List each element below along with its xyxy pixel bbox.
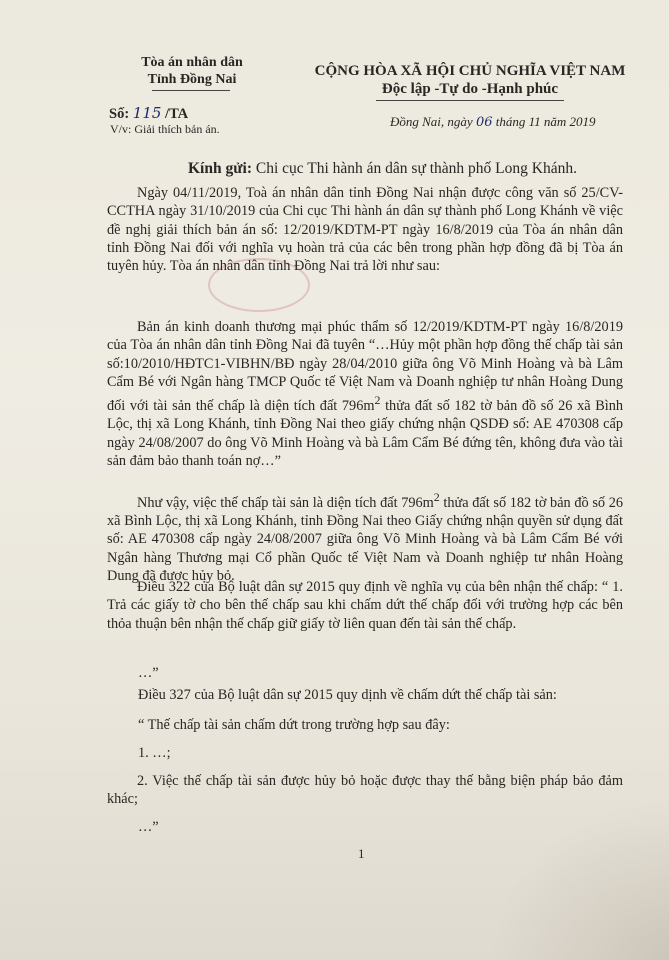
paragraph-7: 1. …;	[138, 745, 171, 761]
date-prefix: Đồng Nai, ngày	[390, 114, 476, 129]
page-number: 1	[358, 846, 365, 861]
p3-text-a: Như vậy, việc thế chấp tài sản là diện tích đất 796m	[137, 494, 434, 511]
number-handwritten: 115	[132, 104, 162, 122]
paragraph-3	[107, 488, 623, 585]
recipient-line	[188, 160, 577, 178]
number-prefix: Số:	[109, 106, 133, 122]
p2-superscript: 2	[374, 393, 381, 408]
nation-line1: CỘNG HÒA XÃ HỘI CHỦ NGHĨA VIỆT NAM	[314, 63, 626, 79]
p2-text-b: thửa đất số 182 tờ bản đồ số 26 xã Bình Lộc, thị xã Long Khánh, tỉnh Đồng Nai theo giấy chứng nhận QSDĐ số: AE 470308 cấp ngày 24/08/2007 do ông Võ Minh Hoàng và bà Lâm Cẩm Bé đứng tên, không đưa vào tài sản đảm bảo thanh toán nợ…”	[107, 397, 624, 469]
recipient-name: Chi cục Thi hành án dân sự thành phố Long Khánh.	[255, 160, 577, 177]
subject-line: V/v: Giải thích bản án.	[110, 122, 220, 136]
court-line2: Tỉnh Đồng Nai	[147, 72, 237, 87]
page-shadow	[489, 800, 669, 960]
recipient-label: Kính gửi:	[188, 160, 252, 177]
paragraph-2	[107, 318, 623, 470]
paragraph-6: “ Thế chấp tài sản chấm dứt trong trường hợp sau đây:	[138, 717, 450, 733]
nation-underline	[376, 100, 564, 101]
paragraph-4: Điều 322 của Bộ luật dân sự 2015 quy định về nghĩa vụ của bên nhận thế chấp: “ 1. Trả các giấy tờ cho bên thế chấp sau khi chấm dứt thế chấp đối với trường hợp các bên thỏa thuận bên nhận thế chấp giữ giấy tờ liên quan đến tài sản thế chấp.	[107, 579, 623, 632]
date-line	[390, 114, 596, 130]
court-line1: Tòa án nhân dân	[141, 55, 243, 70]
p2-text-a: Bản án kinh doanh thương mại phúc thẩm số 12/2019/KDTM-PT ngày 16/8/2019 của Tòa án nhân dân tỉnh Đồng Nai đã tuyên “…Hủy một phần hợp đồng thế chấp tài sản số:10/2010/HĐTC1-VIBHN/BĐ ngày 28/04/2010 giữa ông Võ Minh Hoàng và bà Lâm Cẩm Bé với Ngân hàng TMCP Quốc tế Việt Nam và Doanh nghiệp tư nhân Hoàng Dung đối với tài sản thế chấp là diện tích đất 796m	[107, 319, 623, 414]
ellipsis-1: …”	[138, 665, 159, 681]
nation-line2: Độc lập -Tự do -Hạnh phúc	[381, 81, 559, 97]
date-day-handwritten: 06	[475, 115, 493, 130]
number-suffix: /TA	[161, 106, 189, 122]
p3-superscript: 2	[433, 490, 440, 504]
nation-header	[300, 62, 640, 98]
paragraph-8: 2. Việc thế chấp tài sản được hủy bỏ hoặc được thay thế bằng biện pháp bảo đảm khác;	[107, 773, 623, 808]
date-suffix: tháng 11 năm 2019	[492, 114, 596, 129]
ellipsis-2: …”	[138, 819, 159, 835]
document-number	[109, 104, 188, 123]
paragraph-5: Điều 327 của Bộ luật dân sự 2015 quy dịnh về chấm dứt thế chấp tài sản:	[138, 687, 557, 703]
paragraph-1: Ngày 04/11/2019, Toà án nhân dân tỉnh Đồng Nai nhận được công văn số 25/CV-CCTHA ngày 31/10/2019 của Chi cục Thi hành án dân sự thành phố Long Khánh về việc đề nghị giải thích bản án số: 12/2019/KDTM-PT ngày 16/8/2019 của Tòa án nhân dân tỉnh Đồng Nai đối với nghĩa vụ hoàn trả của các bên trong phần hợp đồng đã bị Tòa án tuyên hủy. Tòa án nhân dân tỉnh Đồng Nai trả lời như sau:	[107, 185, 623, 275]
court-header	[92, 54, 292, 88]
court-underline	[152, 90, 230, 91]
p3-text-b: thửa đất số 182 tờ bản đồ số 26 xã Bình Lộc, thị xã Long Khánh, tỉnh Đồng Nai theo Giấy chứng nhận quyền sử dụng đất số: AE 470308 cấp ngày 24/08/2007 giữa ông Võ Minh Hoàng và bà Lâm Cẩm Bé với Ngân hàng Thương mại Cổ phần Quốc tế Việt Nam và Doanh nghiệp tư nhân Hoàng Dung đã được hủy bỏ.	[107, 494, 623, 584]
